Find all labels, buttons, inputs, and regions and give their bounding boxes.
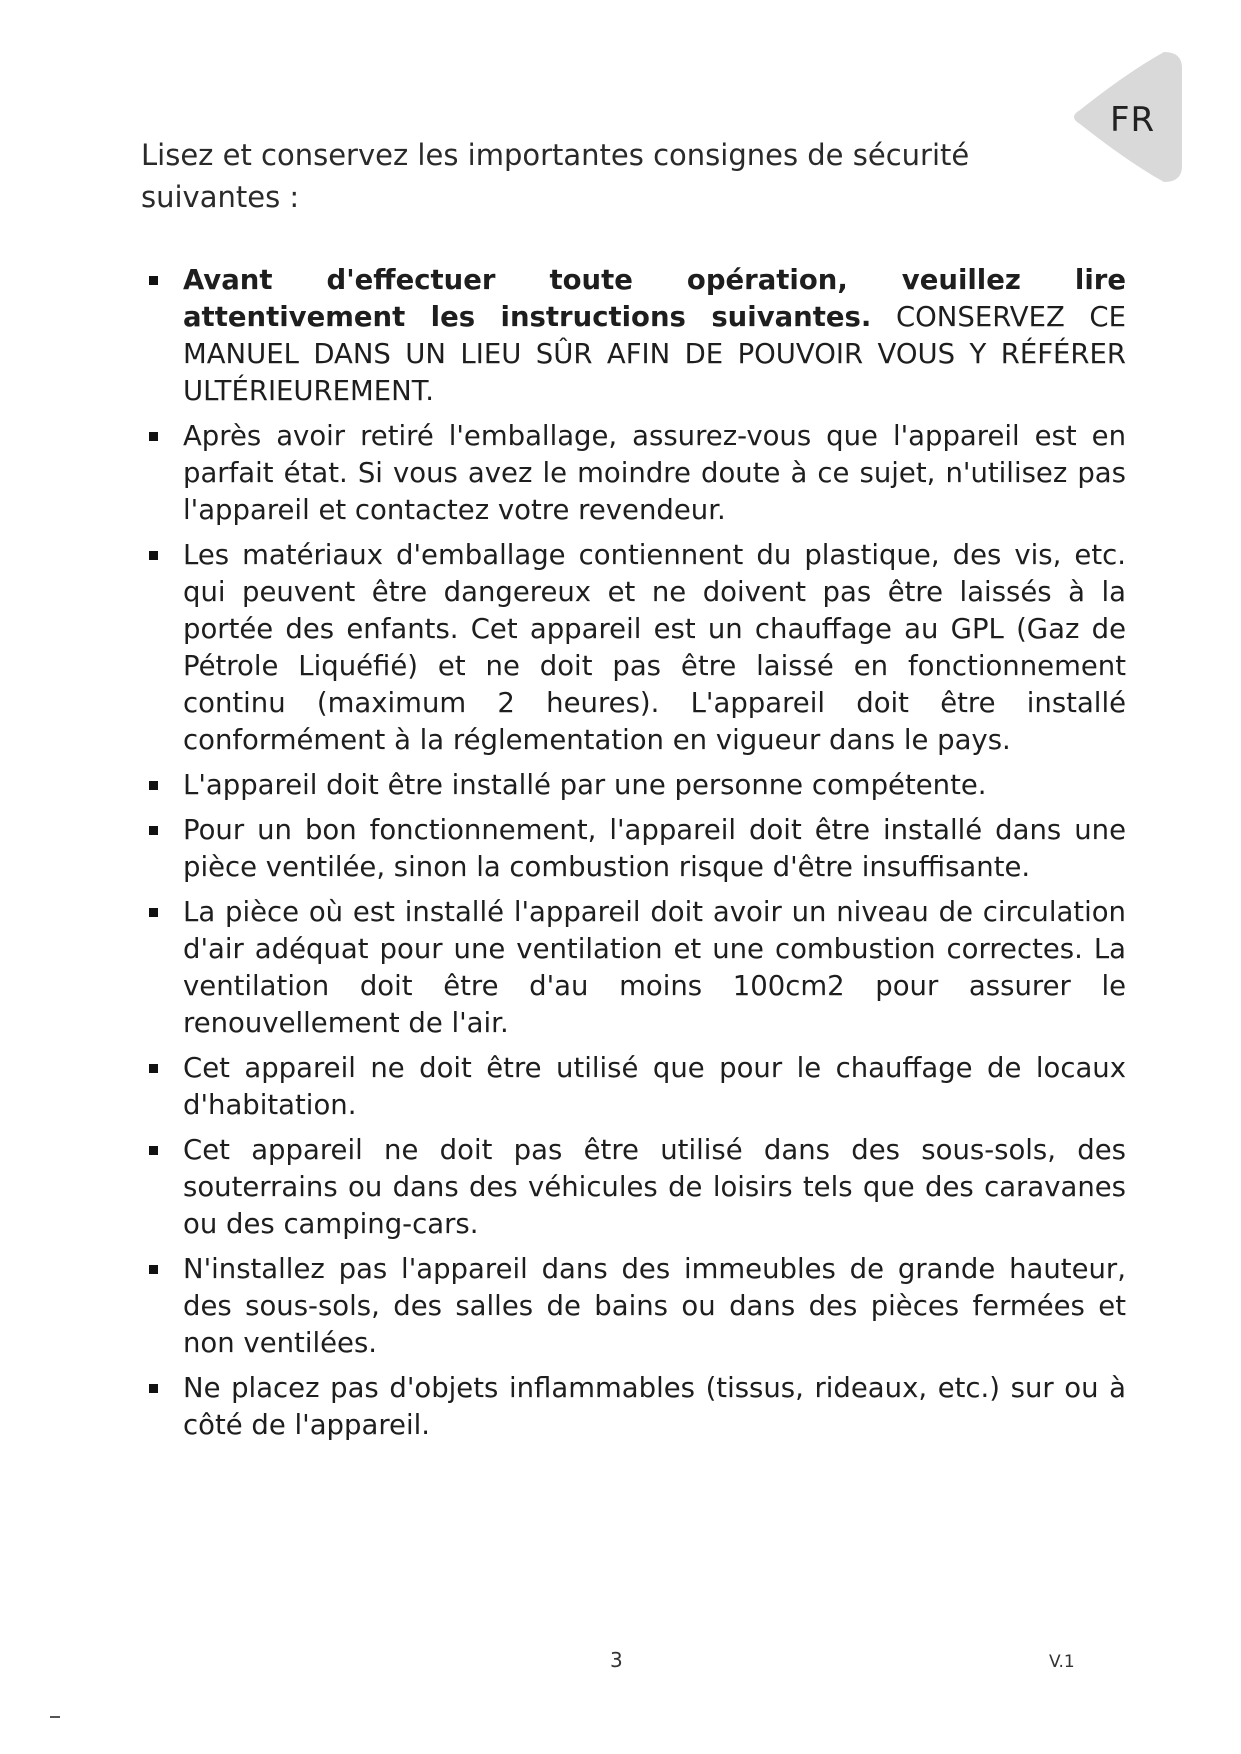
safety-item-text: Cet appareil ne doit être utilisé que pour le chauffage de locaux d'habitation. bbox=[183, 1052, 1126, 1121]
safety-item bbox=[141, 812, 1126, 886]
safety-item-text: L'appareil doit être installé par une personne compétente. bbox=[183, 769, 987, 801]
bullet-icon bbox=[149, 1146, 158, 1155]
bullet-icon bbox=[149, 781, 158, 790]
bullet-icon bbox=[149, 908, 158, 917]
safety-item bbox=[141, 1050, 1126, 1124]
version-label: V.1 bbox=[1049, 1652, 1075, 1672]
safety-item bbox=[141, 1370, 1126, 1444]
safety-item-text: CONSERVEZ CE MANUEL DANS UN LIEU SÛR AFIN DE POUVOIR VOUS Y RÉFÉRER ULTÉRIEUREMENT. bbox=[183, 301, 1126, 407]
safety-item bbox=[141, 1251, 1126, 1362]
safety-item bbox=[141, 894, 1126, 1042]
safety-item-text: Les matériaux d'emballage contiennent du plastique, des vis, etc. qui peuvent être dangereux et ne doivent pas être laissés à la portée des enfants. Cet appareil est un chauffage au GPL (Gaz de Pétrole Liquéfié) et ne doit pas être laissé en fonctionnement continu (maximum 2 heures). L'appareil doit être installé conformément à la réglementation en vigueur dans le pays. bbox=[183, 539, 1126, 756]
safety-item bbox=[141, 262, 1126, 410]
bullet-icon bbox=[149, 432, 158, 441]
safety-item bbox=[141, 767, 1126, 804]
safety-item-text: La pièce où est installé l'appareil doit avoir un niveau de circulation d'air adéquat pour une ventilation et une combustion correctes. La ventilation doit être d'au moins 100cm2 pour assurer le renouvellement de l'air. bbox=[183, 896, 1126, 1039]
bullet-icon bbox=[149, 1265, 158, 1274]
language-badge-label: FR bbox=[1110, 100, 1156, 140]
language-badge bbox=[1068, 52, 1182, 182]
safety-item bbox=[141, 418, 1126, 529]
safety-item-text: Cet appareil ne doit pas être utilisé dans des sous-sols, des souterrains ou dans des véhicules de loisirs tels que des caravanes ou des camping-cars. bbox=[183, 1134, 1126, 1240]
safety-item-text: Pour un bon fonctionnement, l'appareil doit être installé dans une pièce ventilée, sinon la combustion risque d'être insuffisante. bbox=[183, 814, 1126, 883]
safety-item bbox=[141, 1132, 1126, 1243]
intro-text: Lisez et conservez les importantes consignes de sécurité suivantes : bbox=[141, 138, 970, 214]
margin-mark bbox=[50, 1716, 60, 1718]
safety-item-bold: Avant d'effectuer toute opération, veuillez lire attentivement les instructions suivantes. bbox=[183, 264, 1126, 333]
bullet-icon bbox=[149, 551, 158, 560]
page-number: 3 bbox=[610, 1648, 623, 1672]
safety-item-text: Après avoir retiré l'emballage, assurez-vous que l'appareil est en parfait état. Si vous avez le moindre doute à ce sujet, n'utilisez pas l'appareil et contactez votre revendeur. bbox=[183, 420, 1126, 526]
bullet-icon bbox=[149, 1384, 158, 1393]
bullet-icon bbox=[149, 1064, 158, 1073]
bullet-icon bbox=[149, 826, 158, 835]
bullet-icon bbox=[149, 276, 158, 285]
safety-item-text: N'installez pas l'appareil dans des immeubles de grande hauteur, des sous-sols, des salles de bains ou dans des pièces fermées et non ventilées. bbox=[183, 1253, 1126, 1359]
safety-instructions-list bbox=[141, 262, 1126, 1452]
safety-item bbox=[141, 537, 1126, 759]
safety-item-text: Ne placez pas d'objets inflammables (tissus, rideaux, etc.) sur ou à côté de l'appareil. bbox=[183, 1372, 1126, 1441]
